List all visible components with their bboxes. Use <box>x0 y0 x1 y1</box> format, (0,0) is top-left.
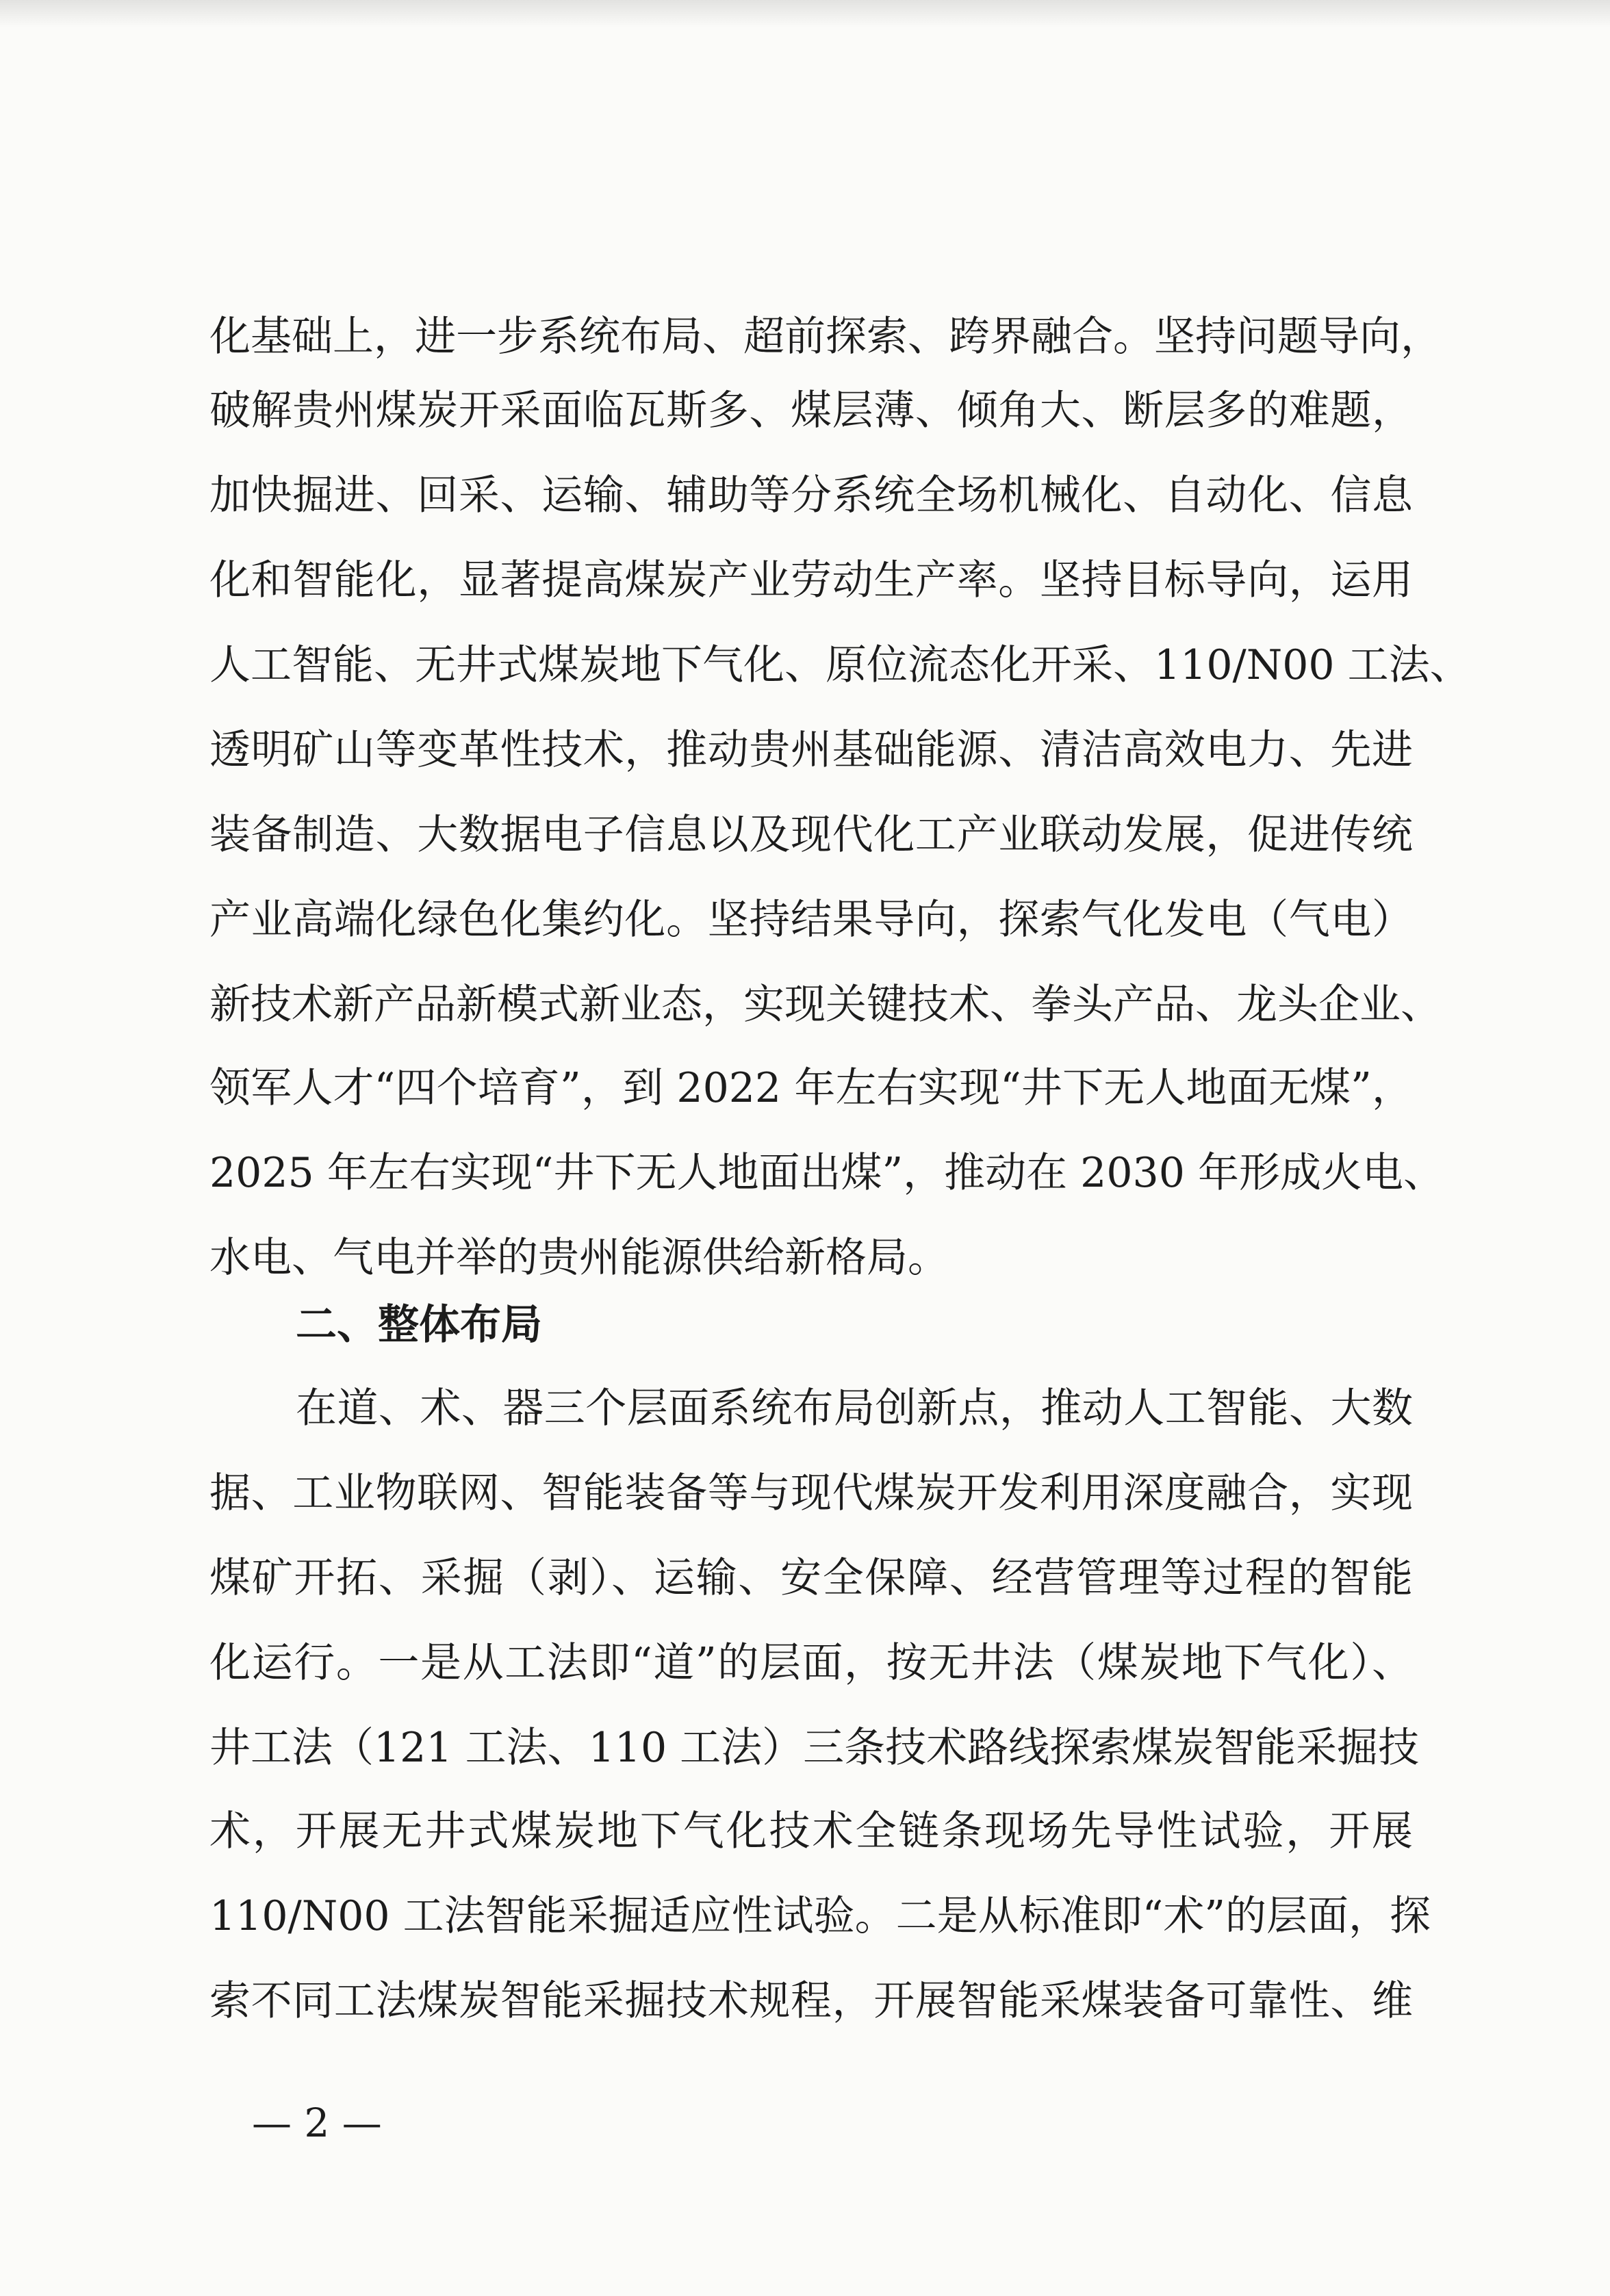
paragraph-1-line-6: 透明矿山等变革性技术，推动贵州基础能源、清洁高效电力、先进 <box>209 726 1413 774</box>
paragraph-2-line-2: 据、工业物联网、智能装备等与现代煤炭开发利用深度融合，实现 <box>209 1469 1413 1517</box>
page-number: — 2 — <box>252 2100 382 2146</box>
paragraph-1-line-7: 装备制造、大数据电子信息以及现代化工产业联动发展，促进传统 <box>209 811 1413 859</box>
paragraph-1-line-12: 水电、气电并举的贵州能源供给新格局。 <box>209 1234 949 1282</box>
paragraph-1-line-5: 人工智能、无井式煤炭地下气化、原位流态化开采、110/N00 工法、 <box>209 641 1471 689</box>
paragraph-1-line-3: 加快掘进、回采、运输、辅助等分系统全场机械化、自动化、信息 <box>209 472 1413 519</box>
paragraph-1-line-9: 新技术新产品新模式新业态，实现关键技术、拳头产品、龙头企业、 <box>209 981 1442 1029</box>
section-heading: 二、整体布局 <box>296 1301 542 1349</box>
paragraph-1-line-11: 2025 年左右实现“井下无人地面出煤”，推动在 2030 年形成火电、 <box>209 1149 1444 1197</box>
paragraph-1-line-2: 破解贵州煤炭开采面临瓦斯多、煤层薄、倾角大、断层多的难题， <box>209 387 1413 435</box>
paragraph-2-line-8: 索不同工法煤炭智能采掘技术规程，开展智能采煤装备可靠性、维 <box>209 1977 1413 2025</box>
paragraph-1-line-8: 产业高端化绿色化集约化。坚持结果导向，探索气化发电（气电） <box>209 896 1413 944</box>
paragraph-2-line-4: 化运行。一是从工法即“道”的层面，按无井法（煤炭地下气化）、 <box>209 1639 1413 1687</box>
paragraph-2-line-3: 煤矿开拓、采掘（剥）、运输、安全保障、经营管理等过程的智能 <box>209 1554 1413 1602</box>
paragraph-1-line-10: 领军人才“四个培育”，到 2022 年左右实现“井下无人地面无煤”， <box>209 1064 1413 1112</box>
paragraph-2-line-6: 术，开展无井式煤炭地下气化技术全链条现场先导性试验，开展 <box>209 1807 1413 1855</box>
paragraph-1-line-4: 化和智能化，显著提高煤炭产业劳动生产率。坚持目标导向，运用 <box>209 556 1413 604</box>
paragraph-2-line-1: 在道、术、器三个层面系统布局创新点，推动人工智能、大数 <box>296 1384 1413 1432</box>
paragraph-2-line-7: 110/N00 工法智能采掘适应性试验。二是从标准即“术”的层面，探 <box>209 1892 1431 1940</box>
paragraph-1-line-1: 化基础上，进一步系统布局、超前探索、跨界融合。坚持问题导向， <box>209 313 1442 361</box>
paragraph-2-line-5: 井工法（121 工法、110 工法）三条技术路线探索煤炭智能采掘技 <box>209 1724 1420 1772</box>
